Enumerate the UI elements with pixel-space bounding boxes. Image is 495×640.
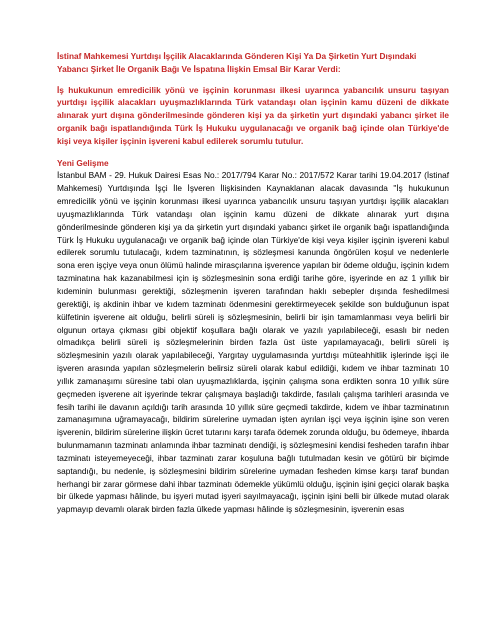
body-paragraph: İstanbul BAM - 29. Hukuk Dairesi Esas No.: 2017/794 Karar No.: 2017/572 Karar tarihi 19.04.2017 (İstinaf Mahkemesi) Yurtdışında İşçi İle İşveren İlişkisinden Kaynaklanan alacak davasında "İş hukukunun emredicilik yönü ve işçinin korunması ilkesi uyarınca yabancılık unsuru taşıyan yurtdışı işçilik alacakları uyuşmazlıklarında Türk vatandaşı olan işçinin kamu düzeni de dikkate alınarak yurt dışına gönderilmesinde gönderen kişi ya da şirketin yurt dışındaki yabancı şirket ile organik bağı ispatlandığında Türk İş Hukuku uygulanacağı ve organik bağ içinde olan Türkiye'de kişi veya kişiler işçinin işvereni kabul edilerek sorumlu tutulacağı, kıdem tazminatının, iş sözleşmesi kanunda öngörülen koşul ve nedenlerle sona eren işçiye veya onun ölümü halinde mirasçılarına işverence yapılan bir ödeme olduğu, işçinin kıdem tazminatına hak kazanabilmesi için iş sözleşmesinin sona erdiği tarihe göre, işyerinde en az 1 yıllık bir kıdeminin bulunması gerektiği, sözleşmenin işveren tarafından haklı sebepler dışında feshedilmesi gerektiği, iş akdinin ihbar ve kıdem tazminatı ödenmesini gerektirmeyecek şekilde son bulduğunun ispat külfetinin işverene ait olduğu, belirli süreli iş sözleşmesinin, belirli bir işin tamamlanması veya belirli bir olgunun ortaya çıkması gibi objektif koşullara bağlı olarak ve yazılı yapılabileceği, esaslı bir neden olmadıkça belirli süreli iş sözleşmelerinin birden fazla üst üste yapılamayacağı, belirli süreli iş sözleşmesinin yazılı olarak yapılabileceği, Yargıtay uygulamasında yurtdışı müteahhitlik işlerinde işçi ile işveren arasında yapılan sözleşmelerin belirsiz süreli olarak kabul edildiği, kıdem ve ihbar tazminatı 10 yıllık zamanaşımı süresine tabi olan uyuşmazlıklarda, işçinin çalışma sona erdikten sonra 10 yıllık süre geçmeden işverene ait işyerinde tekrar çalışmaya başladığı takdirde, fasılalı çalışma tarihleri arasında ve fesih tarihi ile davanın açıldığı tarih arasında 10 yıllık süre geçmedi takdirde, kıdem ve ihbar tazminatının zamanaşımına uğramayacağı, bildirim sürelerine uymadan işten ayrılan işçi veya işçinin işine son veren işverenin, bildirim sürelerine ilişkin ücret tutarını karşı tarafa ödemek zorunda olduğu, bu ödemeye, ihbarda bulunmamanın tazminatı anlamında ihbar tazminatı dendiği, iş sözleşmesini kendisi fesheden tarafın ihbar tazminatı isteyemeyeceği, ihbar tazminatı zarar koşuluna bağlı tutulmadan kesin ve götürü bir biçimde saptandığı, bu nedenle, iş sözleşmesini bildirim sürelerine uymadan fesheden kimse karşı taraf bundan herhangi bir zarar görmese dahi ihbar tazminatı ödemekle yükümlü olduğu, işçinin işini geçici olarak başka bir ülkede yapması hâlinde, bu işyeri mutad işyeri sayılmayacağı, işçinin işini belli bir ülkede mutad olarak yapmayıp devamlı olarak birden fazla ülkede yapması hâlinde iş sözleşmesinin, işverenin esas: [57, 170, 449, 515]
lead-summary: İş hukukunun emredicilik yönü ve işçinin korunması ilkesi uyarınca yabancılık unsuru taşıyan yurtdışı işçilik alacakları uyuşmazlıklarında Türk vatandaşı olan işçinin kamu düzeni de dikkate alınarak yurt dışına gönderilmesinde gönderen kişi ya da şirketin yurt dışındaki yabancı şirket ile organik bağı ispatlandığında Türk İş Hukuku uygulanacağı ve organik bağ içinde olan Türkiye'de kişi veya kişiler işçinin işvereni kabul edilerek sorumlu tutulur.: [57, 84, 449, 146]
section-heading: Yeni Gelişme: [57, 157, 109, 168]
document-title: İstinaf Mahkemesi Yurtdışı İşçilik Alacaklarında Gönderen Kişi Ya Da Şirketin Yurt Dışındaki Yabancı Şirket İle Organik Bağı Ve İspatına İlişkin Emsal Bir Karar Verdi:: [57, 51, 417, 74]
